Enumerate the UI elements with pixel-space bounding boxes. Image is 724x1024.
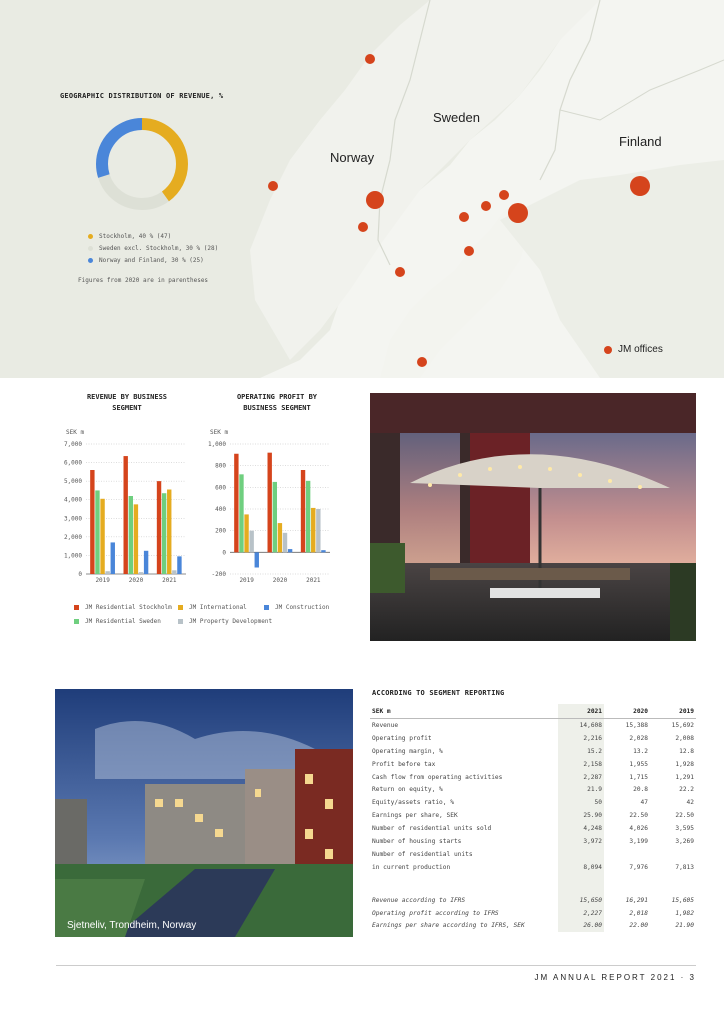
bar-legend-item xyxy=(74,601,178,613)
bar xyxy=(273,482,277,552)
row-value: 25.90 xyxy=(558,809,604,822)
table-row xyxy=(370,796,696,809)
row-label: Earnings per share according to IFRS, SEK xyxy=(372,922,525,930)
row-value xyxy=(604,848,650,861)
segment-reporting-table xyxy=(370,704,696,932)
row-label: Number of residential units xyxy=(372,850,473,858)
y-axis-unit-label: SEK m xyxy=(66,429,85,436)
legend-swatch-icon xyxy=(74,619,79,624)
office-marker xyxy=(366,191,384,209)
bar xyxy=(129,496,133,574)
row-value: 2,158 xyxy=(558,758,604,771)
y-axis-unit-label: SEK m xyxy=(210,429,229,436)
row-value: 1,955 xyxy=(629,760,648,768)
row-label: Cash flow from operating activities xyxy=(372,773,503,781)
bar-legend-label: JM Construction xyxy=(275,603,330,611)
table-row xyxy=(370,894,696,907)
row-label: Revenue according to IFRS xyxy=(372,896,466,904)
row-value: 7,813 xyxy=(675,863,694,871)
row-value: 12.8 xyxy=(679,747,694,755)
y-tick-label: -200 xyxy=(211,571,226,578)
photo-caption: Sjetneliv, Trondheim, Norway xyxy=(67,920,197,931)
row-value: 15.2 xyxy=(558,745,604,758)
donut-legend-label: Sweden excl. Stockholm, 30 % (28) xyxy=(99,244,219,252)
table-title: ACCORDING TO SEGMENT REPORTING xyxy=(372,689,505,697)
donut-legend-label: Stockholm, 40 % (47) xyxy=(99,232,172,240)
bar xyxy=(105,571,109,574)
bar xyxy=(90,470,94,574)
office-marker xyxy=(417,357,427,367)
row-value: 2,018 xyxy=(629,909,648,917)
row-label: Earnings per share, SEK xyxy=(372,812,458,820)
norway-finland-dot-icon xyxy=(88,258,93,263)
bar xyxy=(167,490,171,575)
office-marker-icon xyxy=(604,346,612,354)
row-value: 22.00 xyxy=(629,922,648,930)
page-footer: JM ANNUAL REPORT 2021 · 3 xyxy=(534,973,696,982)
row-label: Operating profit according to IFRS xyxy=(372,909,499,917)
bar xyxy=(124,456,128,574)
donut-legend-label: Norway and Finland, 30 % (25) xyxy=(99,256,204,264)
row-value: 2021 xyxy=(558,704,604,719)
row-label: SEK m xyxy=(370,704,558,719)
row-value: 3,199 xyxy=(629,837,648,845)
bar-legend xyxy=(74,601,364,627)
legend-swatch-icon xyxy=(264,605,269,610)
donut-note: Figures from 2020 are in parentheses xyxy=(78,277,209,284)
x-tick-label: 2020 xyxy=(128,577,144,584)
table-row xyxy=(370,771,696,784)
office-marker xyxy=(630,176,650,196)
row-value: 22.50 xyxy=(629,812,648,820)
office-marker xyxy=(365,54,375,64)
row-value: 26.00 xyxy=(558,919,604,932)
bar xyxy=(249,531,253,553)
stockholm-dot-icon xyxy=(88,234,93,239)
bar-legend-label: JM Residential Sweden xyxy=(85,617,161,625)
row-label: Equity/assets ratio, % xyxy=(372,799,454,807)
bar xyxy=(316,509,320,552)
office-marker xyxy=(459,212,469,222)
row-value: 50 xyxy=(558,796,604,809)
finland-label: Finland xyxy=(619,134,662,149)
office-marker xyxy=(464,246,474,256)
row-value: 15,650 xyxy=(558,894,604,907)
bar xyxy=(244,514,248,552)
row-value: 2,287 xyxy=(558,771,604,784)
office-marker xyxy=(481,201,491,211)
table-row xyxy=(370,783,696,796)
bar xyxy=(177,556,181,574)
bar-legend-item xyxy=(264,601,354,613)
row-value: 7,976 xyxy=(629,863,648,871)
table-row xyxy=(370,732,696,745)
row-value: 13.2 xyxy=(633,747,648,755)
table-row xyxy=(370,907,696,920)
office-marker xyxy=(508,203,528,223)
bar-legend-label: JM International xyxy=(189,603,247,611)
legend-swatch-icon xyxy=(74,605,79,610)
office-marker xyxy=(268,181,278,191)
row-value xyxy=(650,848,696,861)
bar xyxy=(268,453,272,553)
y-tick-label: 0 xyxy=(222,549,226,557)
bar xyxy=(301,470,305,552)
y-tick-label: 1,000 xyxy=(63,552,82,560)
y-tick-label: 7,000 xyxy=(63,441,82,448)
row-value: 3,972 xyxy=(558,835,604,848)
row-value: 2,028 xyxy=(629,734,648,742)
row-value: 3,269 xyxy=(675,837,694,845)
row-label: Number of housing starts xyxy=(372,837,462,845)
sjetneliv-photo xyxy=(55,689,353,937)
donut-legend xyxy=(88,230,218,266)
row-value: 22.50 xyxy=(675,812,694,820)
table-row xyxy=(370,758,696,771)
revenue-donut-chart xyxy=(90,112,194,216)
bar xyxy=(321,550,325,552)
row-value: 1,291 xyxy=(675,773,694,781)
bar xyxy=(144,551,148,574)
row-value: 21.90 xyxy=(675,922,694,930)
bar xyxy=(100,499,104,574)
row-value: 8,094 xyxy=(558,861,604,874)
bar xyxy=(239,474,243,552)
norway-label: Norway xyxy=(330,150,375,165)
table-row xyxy=(370,719,696,732)
bar xyxy=(162,493,166,574)
legend-swatch-icon xyxy=(178,605,183,610)
row-label: Return on equity, % xyxy=(372,786,443,794)
spacer-row xyxy=(370,874,696,894)
row-value: 47 xyxy=(640,799,648,807)
y-tick-label: 600 xyxy=(215,484,226,492)
x-tick-label: 2019 xyxy=(95,577,110,584)
office-marker xyxy=(395,267,405,277)
y-tick-label: 0 xyxy=(78,571,82,578)
bar xyxy=(288,549,292,552)
bar xyxy=(172,570,176,574)
row-value: 14,608 xyxy=(558,719,604,732)
profit-chart-title: OPERATING PROFIT BY BUSINESS SEGMENT xyxy=(236,393,318,412)
row-value: 1,928 xyxy=(675,760,694,768)
office-marker xyxy=(499,190,509,200)
y-tick-label: 400 xyxy=(215,506,226,513)
sweden-label: Sweden xyxy=(433,110,480,125)
bar xyxy=(311,508,315,552)
row-value: 15,692 xyxy=(671,721,694,729)
x-tick-label: 2019 xyxy=(239,577,254,584)
bar xyxy=(111,542,115,574)
donut-legend-item xyxy=(88,254,218,266)
bar-legend-item xyxy=(74,615,178,627)
y-tick-label: 3,000 xyxy=(63,515,82,523)
profit-bar-chart xyxy=(200,424,340,590)
row-value: 4,248 xyxy=(558,822,604,835)
row-value: 22.2 xyxy=(679,786,694,794)
table-row xyxy=(370,835,696,848)
row-value: 2,008 xyxy=(675,734,694,742)
row-value: 3,595 xyxy=(675,825,694,833)
donut-title: GEOGRAPHIC DISTRIBUTION OF REVENUE, % xyxy=(60,92,224,100)
x-tick-label: 2021 xyxy=(162,577,177,584)
bar-legend-item xyxy=(178,601,264,613)
row-label: Profit before tax xyxy=(372,760,436,768)
table-row xyxy=(370,822,696,835)
row-value: 2,216 xyxy=(558,732,604,745)
table-row xyxy=(370,704,696,719)
y-tick-label: 800 xyxy=(215,462,226,470)
row-label: Number of residential units sold xyxy=(372,825,492,833)
bar-legend-label: JM Residential Stockholm xyxy=(85,603,172,611)
table-row xyxy=(370,861,696,874)
x-tick-label: 2020 xyxy=(272,577,288,584)
revenue-bar-chart xyxy=(56,424,196,590)
x-tick-label: 2021 xyxy=(306,577,321,584)
table-row xyxy=(370,919,696,932)
row-value: 2019 xyxy=(650,704,696,719)
table-row xyxy=(370,745,696,758)
row-value: 16,291 xyxy=(625,896,648,904)
row-label: Operating margin, % xyxy=(372,747,443,755)
y-tick-label: 200 xyxy=(215,527,226,535)
bar xyxy=(157,481,161,574)
bar xyxy=(234,454,238,553)
row-value: 1,982 xyxy=(675,909,694,917)
bar xyxy=(95,490,99,574)
row-value: 1,715 xyxy=(629,773,648,781)
map-legend xyxy=(604,344,663,355)
row-value: 4,026 xyxy=(629,825,648,833)
bar xyxy=(306,481,310,552)
row-value: 2020 xyxy=(604,704,650,719)
row-label: Operating profit xyxy=(372,734,432,742)
row-value: 15,605 xyxy=(671,896,694,904)
y-tick-label: 5,000 xyxy=(63,478,82,486)
bar xyxy=(278,523,282,552)
table-row xyxy=(370,848,696,861)
donut-legend-item xyxy=(88,230,218,242)
donut-legend-item xyxy=(88,242,218,254)
bar xyxy=(139,572,143,574)
bar-legend-label: JM Property Development xyxy=(189,617,273,625)
y-tick-label: 2,000 xyxy=(63,533,82,541)
y-tick-label: 6,000 xyxy=(63,459,82,467)
row-value: 42 xyxy=(686,799,694,807)
y-tick-label: 4,000 xyxy=(63,496,82,504)
y-tick-label: 1,000 xyxy=(207,441,226,448)
bar-legend-item xyxy=(178,615,298,627)
row-label: in current production xyxy=(372,863,451,871)
row-label: Revenue xyxy=(372,721,399,729)
sweden-dot-icon xyxy=(88,246,93,251)
row-value: 15,388 xyxy=(625,721,648,729)
bar xyxy=(255,552,259,567)
row-value: 21.9 xyxy=(558,783,604,796)
row-value xyxy=(558,848,604,861)
map-legend-label: JM offices xyxy=(618,344,663,355)
footer-divider xyxy=(56,965,696,966)
bar xyxy=(283,533,287,553)
revenue-chart-title: REVENUE BY BUSINESS SEGMENT xyxy=(86,393,168,412)
bar xyxy=(134,504,138,574)
terrace-photo xyxy=(370,393,696,641)
row-value: 2,227 xyxy=(558,907,604,920)
table-row xyxy=(370,809,696,822)
legend-swatch-icon xyxy=(178,619,183,624)
office-marker xyxy=(358,222,368,232)
row-value: 20.8 xyxy=(633,786,648,794)
